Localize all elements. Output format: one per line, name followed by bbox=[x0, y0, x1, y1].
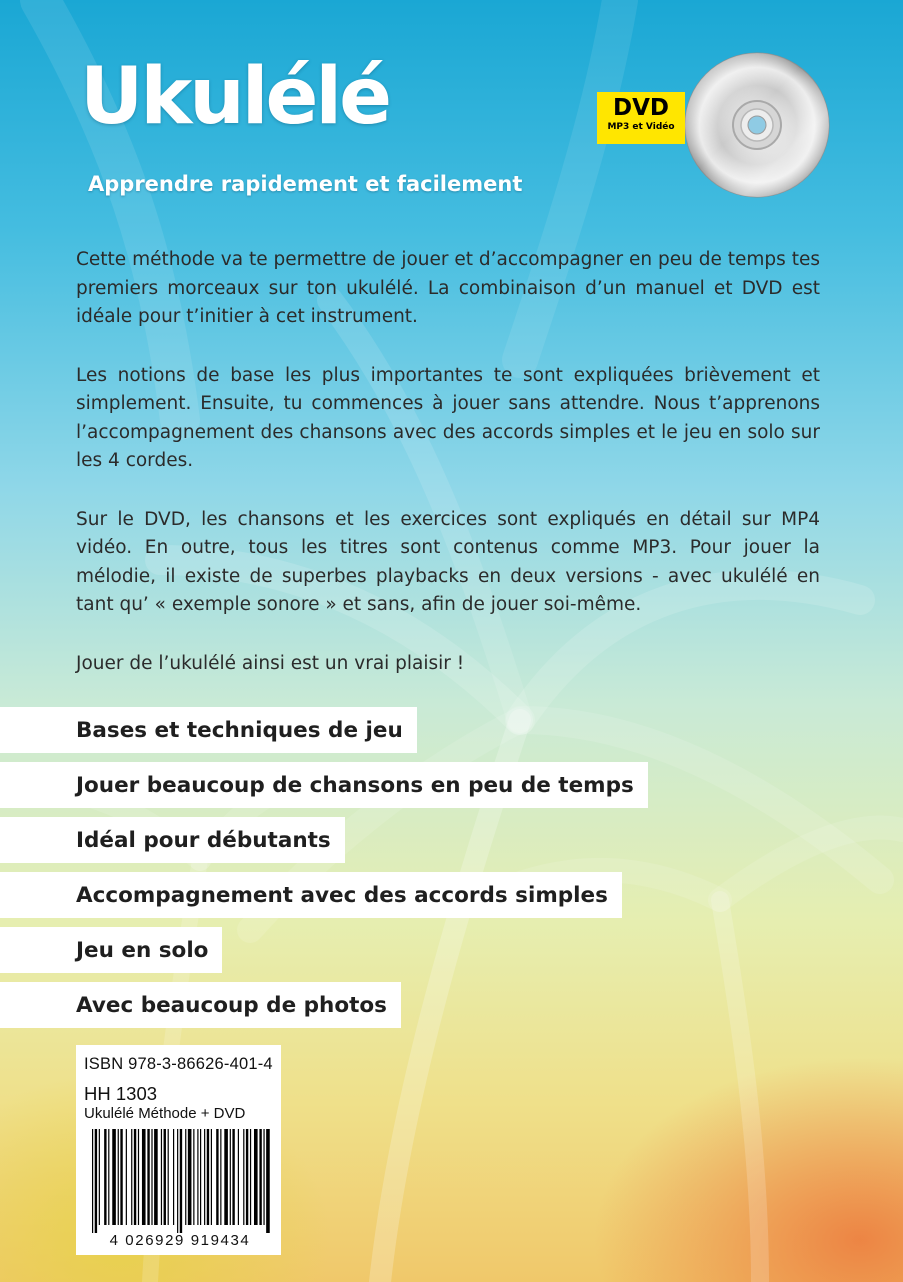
feature-bar: Accompagnement avec des accords simples bbox=[0, 872, 622, 918]
barcode-bar bbox=[216, 1129, 218, 1225]
barcode-bar bbox=[151, 1129, 152, 1225]
barcode-bar bbox=[211, 1129, 212, 1225]
barcode-bar bbox=[200, 1129, 201, 1225]
barcode-digits: 4 026929 919434 bbox=[109, 1232, 251, 1249]
description-paragraph: Sur le DVD, les chansons et les exercices sont expliqués en détail sur MP4 vidéo. En outre, tous les titres sont contenus comme MP3. Pour jouer la mélodie, il existe de superbes playbacks en deux versions - avec ukulélé en tant qu’ « exemple sonore » et sans, afin de jouer soi-même. bbox=[76, 508, 820, 615]
barcode-bar bbox=[92, 1129, 93, 1233]
dvd-sublabel: MP3 et Vidéo bbox=[607, 122, 675, 132]
barcode-bar bbox=[232, 1129, 234, 1225]
description-paragraph: Jouer de l’ukulélé ainsi est un vrai plaisir ! bbox=[76, 652, 465, 674]
barcode-bar bbox=[250, 1129, 251, 1225]
feature-bar: Jouer beaucoup de chansons en peu de temps bbox=[0, 762, 648, 808]
barcode-bar bbox=[118, 1129, 119, 1225]
barcode-bar bbox=[220, 1129, 221, 1225]
barcode-bar bbox=[185, 1129, 186, 1225]
barcode-bar bbox=[204, 1129, 205, 1225]
description bbox=[76, 246, 820, 708]
barcode-bar bbox=[254, 1129, 258, 1225]
barcode-bar bbox=[259, 1129, 261, 1225]
barcode-bar bbox=[243, 1129, 244, 1225]
dvd-badge bbox=[597, 92, 685, 144]
barcode-bar bbox=[246, 1129, 248, 1225]
barcode-bar bbox=[104, 1129, 106, 1225]
product-name: Ukulélé Méthode + DVD bbox=[84, 1105, 246, 1122]
barcode-bar bbox=[263, 1129, 264, 1225]
barcode-bar bbox=[99, 1129, 100, 1225]
book-title: Ukulélé bbox=[80, 52, 390, 142]
barcode-bar bbox=[154, 1129, 158, 1225]
description-paragraph: Les notions de base les plus importantes te sont expliquées brièvement et simplement. Ensuite, tu commences à jouer sans attendre. Nous t’apprenons l’accompagnement des chansons avec des accords simples et le jeu en solo sur les 4 cordes. bbox=[76, 364, 820, 471]
barcode-bar bbox=[224, 1129, 228, 1225]
barcode-bar bbox=[142, 1129, 146, 1225]
barcode-bar bbox=[230, 1129, 231, 1225]
feature-bar: Jeu en solo bbox=[0, 927, 222, 973]
barcode-bar bbox=[120, 1129, 122, 1225]
barcode-bar bbox=[177, 1129, 178, 1233]
barcode-bar bbox=[131, 1129, 132, 1225]
barcode-bar bbox=[138, 1129, 139, 1225]
isbn-barcode-box bbox=[76, 1045, 281, 1255]
feature-bar: Avec beaucoup de photos bbox=[0, 982, 401, 1028]
barcode-bar bbox=[173, 1129, 174, 1225]
barcode-bar bbox=[112, 1129, 116, 1225]
barcode-bar bbox=[147, 1129, 149, 1225]
barcode-bar bbox=[134, 1129, 136, 1225]
barcode-bar bbox=[95, 1129, 97, 1233]
barcode-bar bbox=[126, 1129, 127, 1225]
barcode-bar bbox=[108, 1129, 109, 1225]
feature-bar: Bases et techniques de jeu bbox=[0, 707, 417, 753]
barcode-bar bbox=[266, 1129, 270, 1233]
barcode-bar bbox=[164, 1129, 166, 1225]
isbn-number: ISBN 978-3-86626-401-4 bbox=[84, 1055, 273, 1073]
barcode-bar bbox=[161, 1129, 162, 1225]
barcode-bar bbox=[180, 1129, 182, 1233]
barcode-bar bbox=[207, 1129, 209, 1225]
barcode-bar bbox=[193, 1129, 194, 1225]
dvd-disc-icon bbox=[684, 52, 830, 198]
product-code: HH 1303 bbox=[84, 1083, 158, 1104]
book-subtitle: Apprendre rapidement et facilement bbox=[88, 172, 523, 196]
barcode-bar bbox=[238, 1129, 239, 1225]
barcode-bar bbox=[168, 1129, 169, 1225]
description-paragraph: Cette méthode va te permettre de jouer et d’accompagner en peu de temps tes premiers morceaux sur ton ukulélé. La combinaison d’un manuel et DVD est idéale pour t’initier à cet instrument. bbox=[76, 249, 820, 327]
feature-bar: Idéal pour débutants bbox=[0, 817, 345, 863]
barcode-bar bbox=[188, 1129, 192, 1225]
dvd-label: DVD bbox=[613, 95, 669, 121]
barcode-bar bbox=[197, 1129, 198, 1225]
barcode bbox=[84, 1129, 276, 1249]
